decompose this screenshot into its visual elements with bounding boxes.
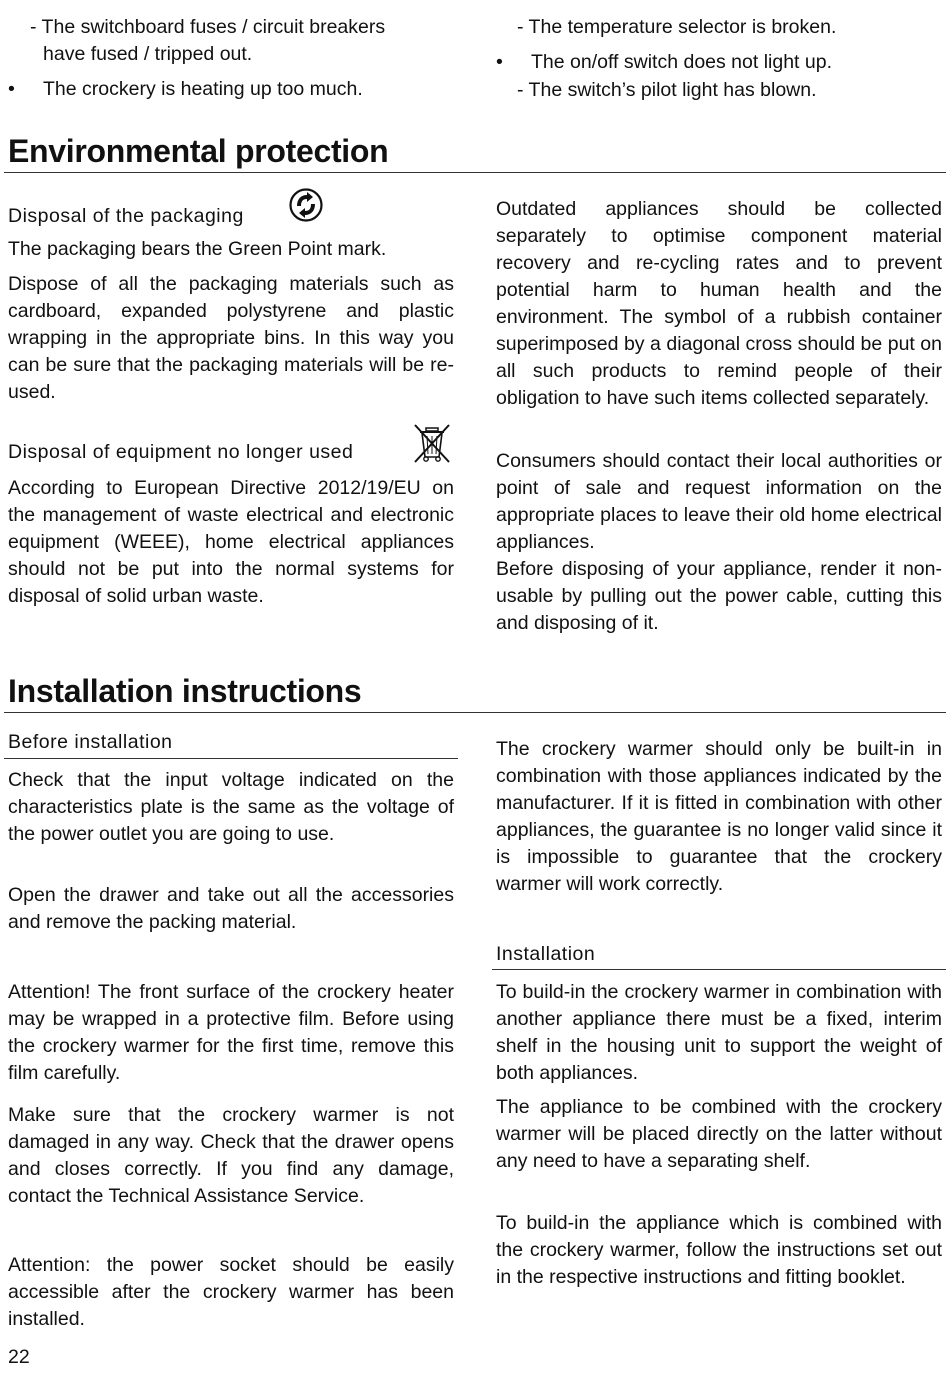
fuse-line: - The switchboard fuses / circuit breakers bbox=[30, 16, 386, 38]
installation-rule bbox=[492, 969, 946, 970]
render-non-usable-text: Before disposing of your appliance, render it non-usable by pulling out the power cable, cutting this and disposing of it. bbox=[496, 558, 942, 634]
combined-appliance-text: The appliance to be combined with the crockery warmer will be placed directly on the latter without any need to have a separating shelf. bbox=[496, 1096, 942, 1172]
before-installation-heading: Before installation bbox=[8, 731, 173, 753]
bullet-marker: • bbox=[8, 78, 15, 100]
fitting-booklet-text: To build-in the appliance which is combined with the crockery warmer, follow the instructions set out in the respective instructions and fitting booklet. bbox=[496, 1212, 942, 1288]
packaging-heading-row bbox=[8, 201, 454, 235]
fuse-line-cont: have fused / tripped out. bbox=[43, 43, 253, 65]
check-damage-text: Make sure that the crockery warmer is not damaged in any way. Check that the drawer opens and closes correctly. If you find any damage, contact the Technical Assistance Service. bbox=[8, 1104, 454, 1207]
packaging-heading: Disposal of the packaging bbox=[8, 205, 244, 227]
before-installation-rule bbox=[4, 758, 458, 759]
overheating-item: The crockery is heating up too much. bbox=[43, 78, 363, 100]
packaging-green-point-text: The packaging bears the Green Point mark. bbox=[8, 238, 387, 260]
switch-light-item: The on/off switch does not light up. bbox=[531, 51, 832, 73]
installation-heading: Installation bbox=[496, 943, 596, 965]
power-socket-text: Attention: the power socket should be easily accessible after the crockery warmer has been installed. bbox=[8, 1254, 454, 1330]
interim-shelf-text: To build-in the crockery warmer in combination with another appliance there must be a fixed, interim shelf in the housing unit to support the weight of both appliances. bbox=[496, 981, 942, 1084]
green-point-icon bbox=[288, 187, 324, 223]
pilot-light-line: - The switch’s pilot light has blown. bbox=[517, 79, 817, 101]
page-number: 22 bbox=[8, 1346, 30, 1368]
equipment-heading: Disposal of equipment no longer used bbox=[8, 441, 354, 463]
weee-directive-text: According to European Directive 2012/19/EU on the management of waste electrical and electronic equipment (WEEE), home electrical appliances should not be put into the normal systems for disposal of solid urban waste. bbox=[8, 477, 454, 607]
env-title-rule bbox=[4, 172, 946, 173]
built-in-combination-text: The crockery warmer should only be built-in in combination with those appliances indicated by the manufacturer. If it is fitted in combination with other appliances, the guarantee is no longer valid since it is impossible to guarantee that the crockery warmer will work correctly. bbox=[496, 738, 942, 895]
install-section-title: Installation instructions bbox=[8, 673, 362, 709]
open-drawer-text: Open the drawer and take out all the accessories and remove the packing material. bbox=[8, 884, 454, 933]
protective-film-text: Attention! The front surface of the crockery heater may be wrapped in a protective film. Before using the crockery warmer for the first time, remove this film carefully. bbox=[8, 981, 454, 1084]
consumers-contact-text: Consumers should contact their local authorities or point of sale and request information on the appropriate places to leave their old home electrical appliances. bbox=[496, 450, 942, 553]
env-section-title: Environmental protection bbox=[8, 133, 389, 169]
crossed-bin-icon bbox=[410, 421, 454, 465]
outdated-appliances-text: Outdated appliances should be collected separately to optimise component material recovery and re-cycling rates and to prevent potential harm to human health and the environment. The symbol of a rubbish container superimposed by a diagonal cross should be put on all such products to remind people of their obligation to have such items collected separately. bbox=[496, 198, 942, 409]
check-voltage-text: Check that the input voltage indicated on the characteristics plate is the same as the voltage of the power outlet you are going to use. bbox=[8, 769, 454, 845]
bullet-marker: • bbox=[496, 51, 503, 73]
temp-selector-line: - The temperature selector is broken. bbox=[517, 16, 837, 38]
packaging-dispose-text: Dispose of all the packaging materials such as cardboard, expanded polystyrene and plastic wrapping in the appropriate bins. In this way you can be sure that the packaging materials will be re-used. bbox=[8, 273, 454, 403]
install-title-rule bbox=[4, 712, 946, 713]
equipment-heading-row bbox=[8, 436, 454, 472]
